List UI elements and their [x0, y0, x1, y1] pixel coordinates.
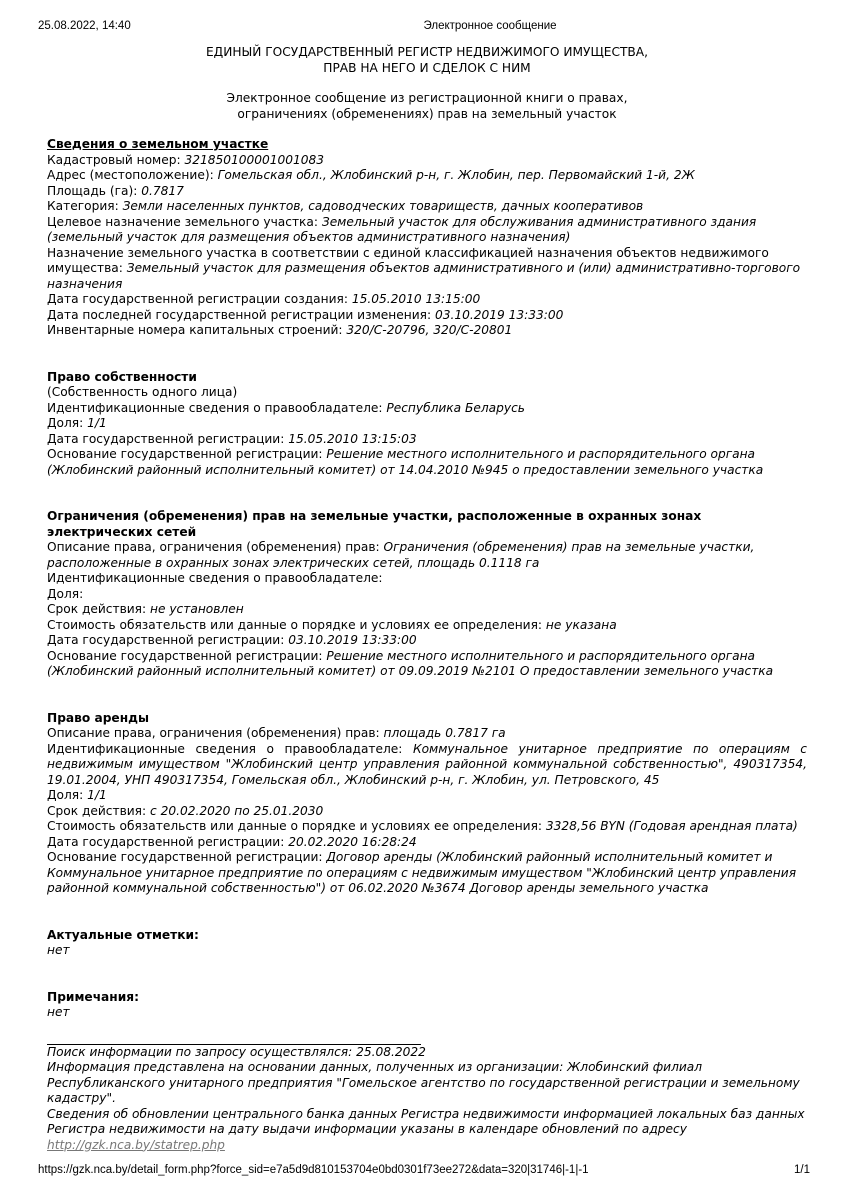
- reg-date-value: 20.02.2020 16:28:24: [288, 834, 417, 849]
- restriction-description: [47, 540, 807, 571]
- description-label: Описание права, ограничения (обременения) прав:: [47, 540, 384, 554]
- holder-label: Идентификационные сведения о правообладателе:: [47, 400, 387, 415]
- cadastral-number: [47, 153, 807, 169]
- address-value: Гомельская обл., Жлобинский р-н, г. Жлобин, пер. Первомайский 1-й, 2Ж: [217, 168, 695, 182]
- share-value: 1/1: [87, 416, 107, 430]
- cost-value: 3328,56 BYN (Годовая арендная плата): [545, 819, 798, 833]
- created-label: Дата государственной регистрации создания:: [47, 292, 352, 306]
- cadastral-value: 321850100001001083: [184, 152, 325, 167]
- current-marks-title: Актуальные отметки:: [47, 927, 199, 942]
- search-date-note: Поиск информации по запросу осуществлялся: 25.08.2022: [47, 1044, 426, 1059]
- restriction-title: Ограничения (обременения) прав на земельные участки, расположенные в охранных зонах электрических сетей: [47, 509, 702, 539]
- source-note: Информация представлена на основании данных, полученных из организации: Жлобинский филиал Республиканского унитарного предприятия "Гомельское агентство по государственной регистрации и земельному кадастру".: [47, 1060, 800, 1105]
- reg-date-label: Дата государственной регистрации:: [47, 633, 289, 647]
- cost-label: Стоимость обязательств или данные о порядке и условиях ее определения:: [47, 819, 546, 833]
- restriction-term: [47, 602, 807, 618]
- changed-label: Дата последней государственной регистрации изменения:: [47, 307, 435, 322]
- print-header-title: Электронное сообщение: [423, 20, 557, 32]
- print-datetime: 25.08.2022, 14:40: [38, 20, 131, 32]
- statrep-link[interactable]: http://gzk.nca.by/statrep.php: [47, 1137, 225, 1152]
- changed-value: 03.10.2019 13:33:00: [434, 307, 564, 322]
- land-plot-title: Сведения о земельном участке: [47, 137, 269, 151]
- ownership-section: [47, 370, 807, 479]
- reg-date-value: 15.05.2010 13:15:03: [288, 431, 417, 446]
- basis-label: Основание государственной регистрации:: [47, 447, 327, 461]
- classification: [47, 246, 807, 293]
- term-label: Срок действия:: [47, 602, 150, 616]
- basis-label: Основание государственной регистрации:: [47, 850, 327, 864]
- ownership-kind: (Собственность одного лица): [47, 385, 238, 399]
- notes-section: [47, 990, 807, 1021]
- purpose: [47, 215, 807, 246]
- share-value: 1/1: [87, 788, 107, 802]
- current-marks-section: [47, 928, 807, 959]
- classification-label: Назначение земельного участка в соответствии с единой классификацией назначения объектов недвижимого имущества:: [47, 245, 769, 275]
- holder-label: Идентификационные сведения о правообладателе:: [47, 741, 413, 756]
- restriction-holder: Идентификационные сведения о правообладателе:: [47, 571, 383, 585]
- area: [47, 184, 807, 200]
- cadastral-label: Кадастровый номер:: [47, 152, 185, 167]
- lease-description: [47, 726, 807, 742]
- changed-date: [47, 308, 807, 324]
- print-footer-page: 1/1: [794, 1164, 810, 1176]
- basis-label: Основание государственной регистрации:: [47, 648, 327, 663]
- cost-value: не указана: [545, 617, 617, 632]
- update-info-note: Сведения об обновлении центрального банка данных Регистра недвижимости информацией локальных баз данных Регистра недвижимости на дату выдачи информации указаны в календаре обновлений по адресу: [47, 1106, 805, 1136]
- ownership-share: [47, 416, 807, 432]
- purpose-value: Земельный участок для обслуживания административного здания (земельный участок для размещения объектов административного назначения): [47, 214, 757, 244]
- ownership-basis: [47, 447, 807, 478]
- inventory-label: Инвентарные номера капитальных строений:: [47, 323, 347, 337]
- lease-holder: [47, 742, 807, 789]
- reg-date-label: Дата государственной регистрации:: [47, 431, 289, 446]
- inventory-value: 320/С-20796, 320/С-20801: [346, 323, 513, 337]
- register-title: [47, 45, 807, 76]
- category: [47, 199, 807, 215]
- document-body: [47, 45, 807, 1153]
- restriction-cost: [47, 618, 807, 634]
- basis-value: Решение местного исполнительного и распорядительного органа (Жлобинский районный исполнительный комитет) от 14.04.2010 №945 о предоставлении земельного участка: [47, 447, 764, 477]
- cost-label: Стоимость обязательств или данные о порядке и условиях ее определения:: [47, 617, 546, 632]
- area-label: Площадь (га):: [47, 183, 142, 198]
- area-value: 0.7817: [141, 183, 184, 198]
- share-label: Доля:: [47, 416, 88, 430]
- lease-reg-date: [47, 835, 807, 851]
- reg-date-value: 03.10.2019 13:33:00: [288, 633, 417, 647]
- register-title-line1: ЕДИНЫЙ ГОСУДАРСТВЕННЫЙ РЕГИСТР НЕДВИЖИМОГО ИМУЩЕСТВА,: [205, 45, 649, 59]
- term-value: с 20.02.2020 по 25.01.2030: [150, 803, 324, 818]
- lease-cost: [47, 819, 807, 835]
- register-title-line2: ПРАВ НА НЕГО И СДЕЛОК С НИМ: [323, 60, 531, 75]
- reg-date-label: Дата государственной регистрации:: [47, 834, 289, 849]
- classification-value: Земельный участок для размещения объектов административного и (или) административно-торгового назначения: [47, 261, 801, 291]
- current-marks-value: нет: [47, 943, 70, 957]
- subtitle-line2: ограничениях (обременениях) прав на земельный участок: [237, 106, 617, 121]
- ownership-reg-date: [47, 432, 807, 448]
- inventory-numbers: [47, 323, 807, 339]
- created-date: [47, 292, 807, 308]
- term-label: Срок действия:: [47, 803, 150, 818]
- lease-section: [47, 711, 807, 897]
- address-label: Адрес (местоположение):: [47, 168, 218, 182]
- restriction-reg-date: [47, 633, 807, 649]
- created-value: 15.05.2010 13:15:00: [351, 292, 481, 306]
- lease-term: [47, 804, 807, 820]
- address: [47, 168, 807, 184]
- lease-title: Право аренды: [47, 710, 149, 725]
- basis-value: Решение местного исполнительного и распорядительного органа (Жлобинский районный исполнительный комитет) от 09.09.2019 №2101 О предоставлении земельного участка: [47, 648, 774, 678]
- basis-value: Договор аренды (Жлобинский районный исполнительный комитет и Коммунальное унитарное предприятие по операциям с недвижимым имуществом "Жлобинский центр управления районной коммунальной собственностью") от 06.02.2020 №3674 Договор аренды земельного участка: [47, 850, 797, 895]
- subtitle-line1: Электронное сообщение из регистрационной книги о правах,: [226, 91, 628, 105]
- restriction-basis: [47, 649, 807, 680]
- notes-title: Примечания:: [47, 989, 139, 1004]
- description-label: Описание права, ограничения (обременения) прав:: [47, 726, 384, 740]
- document-subtitle: [47, 91, 807, 122]
- footer-note: [47, 1045, 807, 1154]
- notes-value: нет: [47, 1005, 70, 1019]
- holder-value: Республика Беларусь: [386, 400, 525, 415]
- purpose-label: Целевое назначение земельного участка:: [47, 214, 322, 229]
- lease-share: [47, 788, 807, 804]
- holder-value: Коммунальное унитарное предприятие по операциям с недвижимым имуществом "Жлобинский центр управления районной коммунальной собственностью", 490317354, 19.01.2004, УНП 490317354, Гомельская обл., Жлобинский р-н, г. Жлобин, ул. Петровского, 45: [47, 741, 808, 787]
- share-label: Доля:: [47, 788, 88, 802]
- term-value: не установлен: [150, 602, 244, 616]
- lease-basis: [47, 850, 807, 897]
- description-value: площадь 0.7817 га: [383, 726, 506, 740]
- category-label: Категория:: [47, 199, 123, 213]
- land-plot-section: [47, 137, 807, 339]
- restriction-section: [47, 509, 807, 680]
- description-value: Ограничения (обременения) прав на земельные участки, расположенные в охранных зонах электрических сетей, площадь 0.1118 га: [47, 540, 755, 570]
- restriction-share: Доля:: [47, 586, 84, 601]
- ownership-title: Право собственности: [47, 369, 197, 384]
- print-footer-url: https://gzk.nca.by/detail_form.php?force_sid=e7a5d9d810153704e0bd0301f73ee272&data=320|31746|-1|-1: [38, 1164, 589, 1176]
- ownership-holder: [47, 401, 807, 417]
- category-value: Земли населенных пунктов, садоводческих товариществ, дачных кооперативов: [122, 199, 644, 213]
